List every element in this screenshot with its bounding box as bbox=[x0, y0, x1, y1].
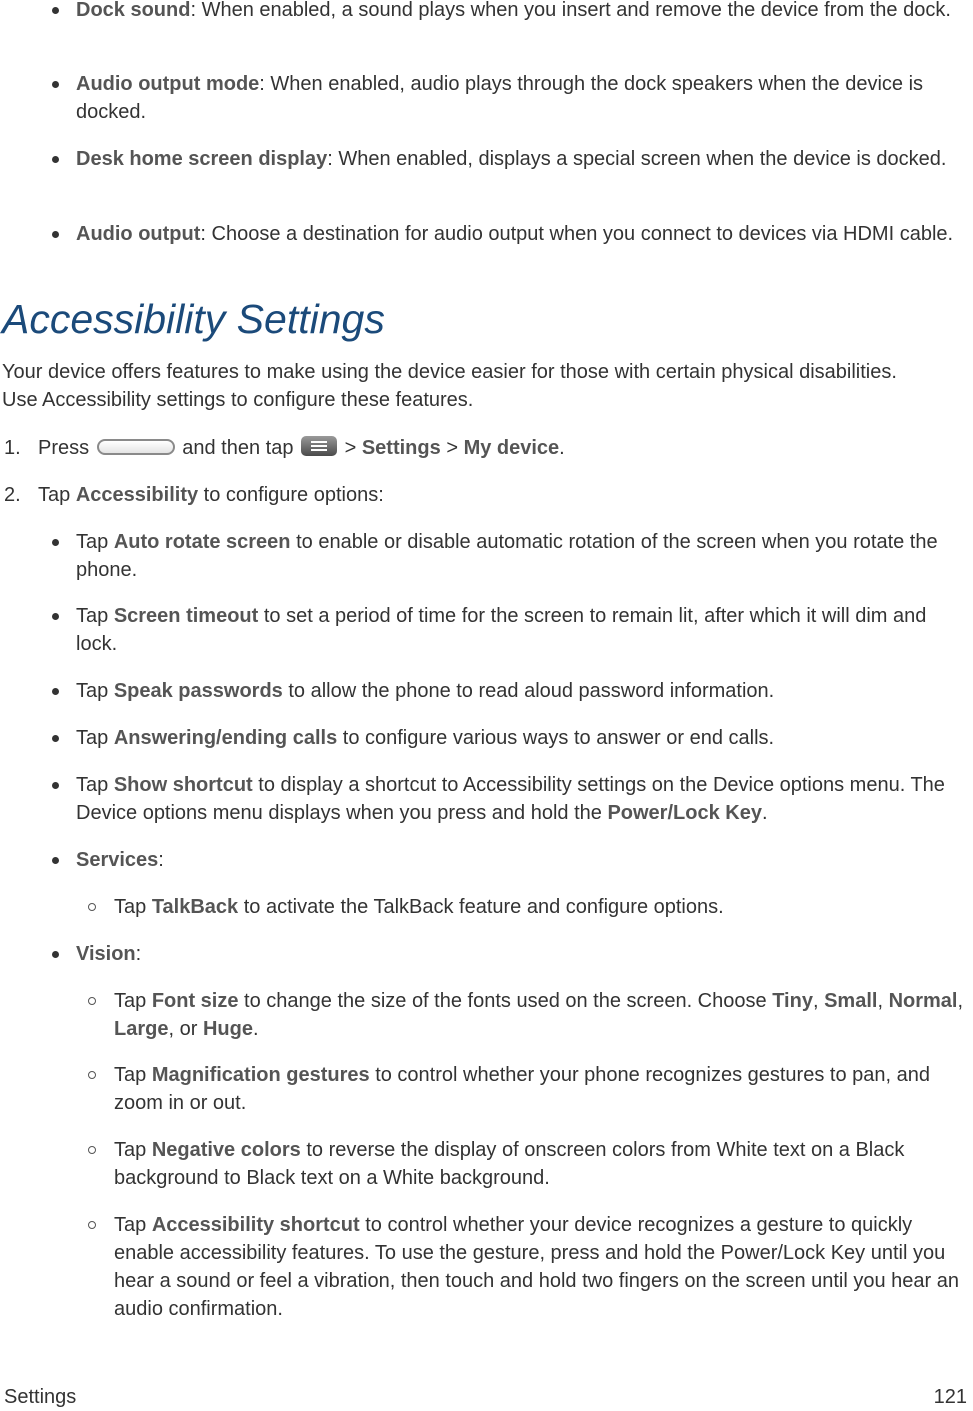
bullet-dot bbox=[52, 613, 59, 620]
description: : Choose a destination for audio output when you connect to devices via HDMI cable. bbox=[200, 223, 954, 245]
bullet-dot bbox=[52, 782, 59, 789]
description: to control whether your device recognizes a gesture to quickly enable accessibility features. To use the gesture, press and hold the Power/Lock Key until you hear a sound or feel a vibration, then touch and hold two fingers on the screen until you hear an audio confirmation. bbox=[114, 1214, 959, 1320]
sub-item-negative-colors bbox=[88, 1136, 973, 1192]
term: Speak passwords bbox=[113, 680, 283, 702]
term: Accessibility bbox=[75, 484, 199, 506]
sub-item-accessibility-shortcut bbox=[88, 1211, 973, 1323]
menu-my-device: My device bbox=[463, 437, 560, 459]
conjunction: , or bbox=[168, 1018, 198, 1040]
term: Accessibility shortcut bbox=[151, 1214, 360, 1236]
step-text: Press bbox=[38, 437, 90, 459]
bullet-dot bbox=[52, 7, 59, 14]
step-number: 1. bbox=[4, 437, 21, 459]
bullet-dot bbox=[52, 539, 59, 546]
bullet-dot bbox=[52, 951, 59, 958]
description: to change the size of the fonts used on the screen. Choose bbox=[244, 990, 767, 1012]
home-key-icon bbox=[97, 439, 175, 455]
term: Answering/ending calls bbox=[113, 727, 338, 749]
term: Screen timeout bbox=[113, 605, 259, 627]
option-small: Small bbox=[824, 990, 878, 1012]
punctuation: : bbox=[158, 849, 164, 871]
tap-text: Tap bbox=[114, 1139, 147, 1161]
separator: > bbox=[344, 437, 357, 459]
option-normal: Normal bbox=[888, 990, 958, 1012]
description: : When enabled, a sound plays when you insert and remove the device from the dock. bbox=[190, 0, 951, 21]
footer-section: Settings bbox=[4, 1386, 77, 1408]
tap-text: Tap bbox=[76, 680, 109, 702]
tap-text: Tap bbox=[114, 1214, 147, 1236]
bullet-dot bbox=[52, 688, 59, 695]
sub-item-font-size bbox=[88, 987, 973, 1043]
option-huge: Huge bbox=[202, 1018, 253, 1040]
bullet-dot bbox=[52, 231, 59, 238]
term: Audio output mode bbox=[76, 73, 260, 95]
term: Magnification gestures bbox=[151, 1064, 370, 1086]
list-item-desk-home-screen bbox=[52, 145, 967, 173]
bullet-dot bbox=[52, 81, 59, 88]
list-item-screen-timeout bbox=[52, 602, 967, 658]
term: Auto rotate screen bbox=[113, 531, 291, 553]
punctuation: , bbox=[957, 990, 964, 1012]
menu-key-icon bbox=[301, 436, 337, 456]
description: : When enabled, audio plays through the dock speakers when the device is docked. bbox=[76, 73, 924, 123]
sub-item-magnification bbox=[88, 1061, 973, 1117]
punctuation: , bbox=[877, 990, 883, 1012]
list-item-services bbox=[52, 846, 967, 874]
description: to display a shortcut to Accessibility settings on the Device options menu. The Device options menu displays when you press and hold the bbox=[76, 774, 945, 824]
term: Negative colors bbox=[151, 1139, 301, 1161]
step-number: 2. bbox=[4, 484, 21, 506]
punctuation: , bbox=[812, 990, 819, 1012]
description: to set a period of time for the screen to remain lit, after which it will dim and lock. bbox=[76, 605, 927, 655]
page-number: 121 bbox=[933, 1386, 967, 1408]
tap-text: Tap bbox=[114, 896, 147, 918]
term: Font size bbox=[151, 990, 239, 1012]
section-heading: Accessibility Settings bbox=[2, 296, 385, 342]
bullet-dot bbox=[52, 857, 59, 864]
sub-bullet-ring bbox=[88, 1071, 96, 1079]
step-text: Tap bbox=[38, 484, 71, 506]
list-item-speak-passwords bbox=[52, 677, 967, 705]
description: to enable or disable automatic rotation of the screen when you rotate the phone. bbox=[76, 531, 938, 581]
step-1 bbox=[4, 434, 964, 462]
list-item-audio-output bbox=[52, 220, 967, 248]
term: Audio output bbox=[76, 223, 201, 245]
sub-bullet-ring bbox=[88, 1221, 96, 1229]
term: Services bbox=[76, 849, 159, 871]
separator: > bbox=[446, 437, 458, 459]
term: Dock sound bbox=[76, 0, 191, 21]
tap-text: Tap bbox=[76, 727, 109, 749]
sub-bullet-ring bbox=[88, 903, 96, 911]
tap-text: Tap bbox=[114, 990, 147, 1012]
option-tiny: Tiny bbox=[772, 990, 813, 1012]
key-name: Power/Lock Key bbox=[607, 802, 762, 824]
tap-text: Tap bbox=[76, 531, 109, 553]
sub-bullet-ring bbox=[88, 997, 96, 1005]
punctuation: . bbox=[559, 437, 565, 459]
sub-bullet-ring bbox=[88, 1146, 96, 1154]
step-text: to configure options: bbox=[203, 484, 384, 506]
punctuation: : bbox=[135, 943, 142, 965]
term: Show shortcut bbox=[113, 774, 253, 796]
term: TalkBack bbox=[151, 896, 239, 918]
description: to allow the phone to read aloud password information. bbox=[288, 680, 775, 702]
term: Desk home screen display bbox=[76, 148, 328, 170]
description: to configure various ways to answer or end calls. bbox=[342, 727, 775, 749]
description: to control whether your phone recognizes gestures to pan, and zoom in or out. bbox=[114, 1064, 930, 1114]
list-item-audio-output-mode bbox=[52, 70, 967, 126]
step-text: and then tap bbox=[182, 437, 294, 459]
menu-settings: Settings bbox=[361, 437, 441, 459]
list-item-show-shortcut bbox=[52, 771, 967, 827]
list-item-vision bbox=[52, 940, 967, 968]
tap-text: Tap bbox=[114, 1064, 147, 1086]
bullet-dot bbox=[52, 735, 59, 742]
description: to reverse the display of onscreen colors from White text on a Black background to Black text on a White background. bbox=[114, 1139, 905, 1189]
punctuation: . bbox=[761, 802, 768, 824]
punctuation: . bbox=[252, 1018, 259, 1040]
bullet-dot bbox=[52, 156, 59, 163]
tap-text: Tap bbox=[76, 605, 109, 627]
tap-text: Tap bbox=[76, 774, 109, 796]
list-item-auto-rotate bbox=[52, 528, 967, 584]
description: : When enabled, displays a special screen when the device is docked. bbox=[327, 148, 947, 170]
list-item-dock-sound bbox=[52, 0, 967, 24]
list-item-answering-calls bbox=[52, 724, 967, 752]
option-large: Large bbox=[114, 1018, 169, 1040]
description: to activate the TalkBack feature and configure options. bbox=[243, 896, 724, 918]
sub-item-talkback bbox=[88, 893, 973, 921]
term: Vision bbox=[76, 943, 136, 965]
step-2 bbox=[4, 481, 964, 509]
intro-paragraph: Your device offers features to make using the device easier for those with certain physical disabilities. Use Accessibility settings to configure these features. bbox=[2, 361, 897, 411]
